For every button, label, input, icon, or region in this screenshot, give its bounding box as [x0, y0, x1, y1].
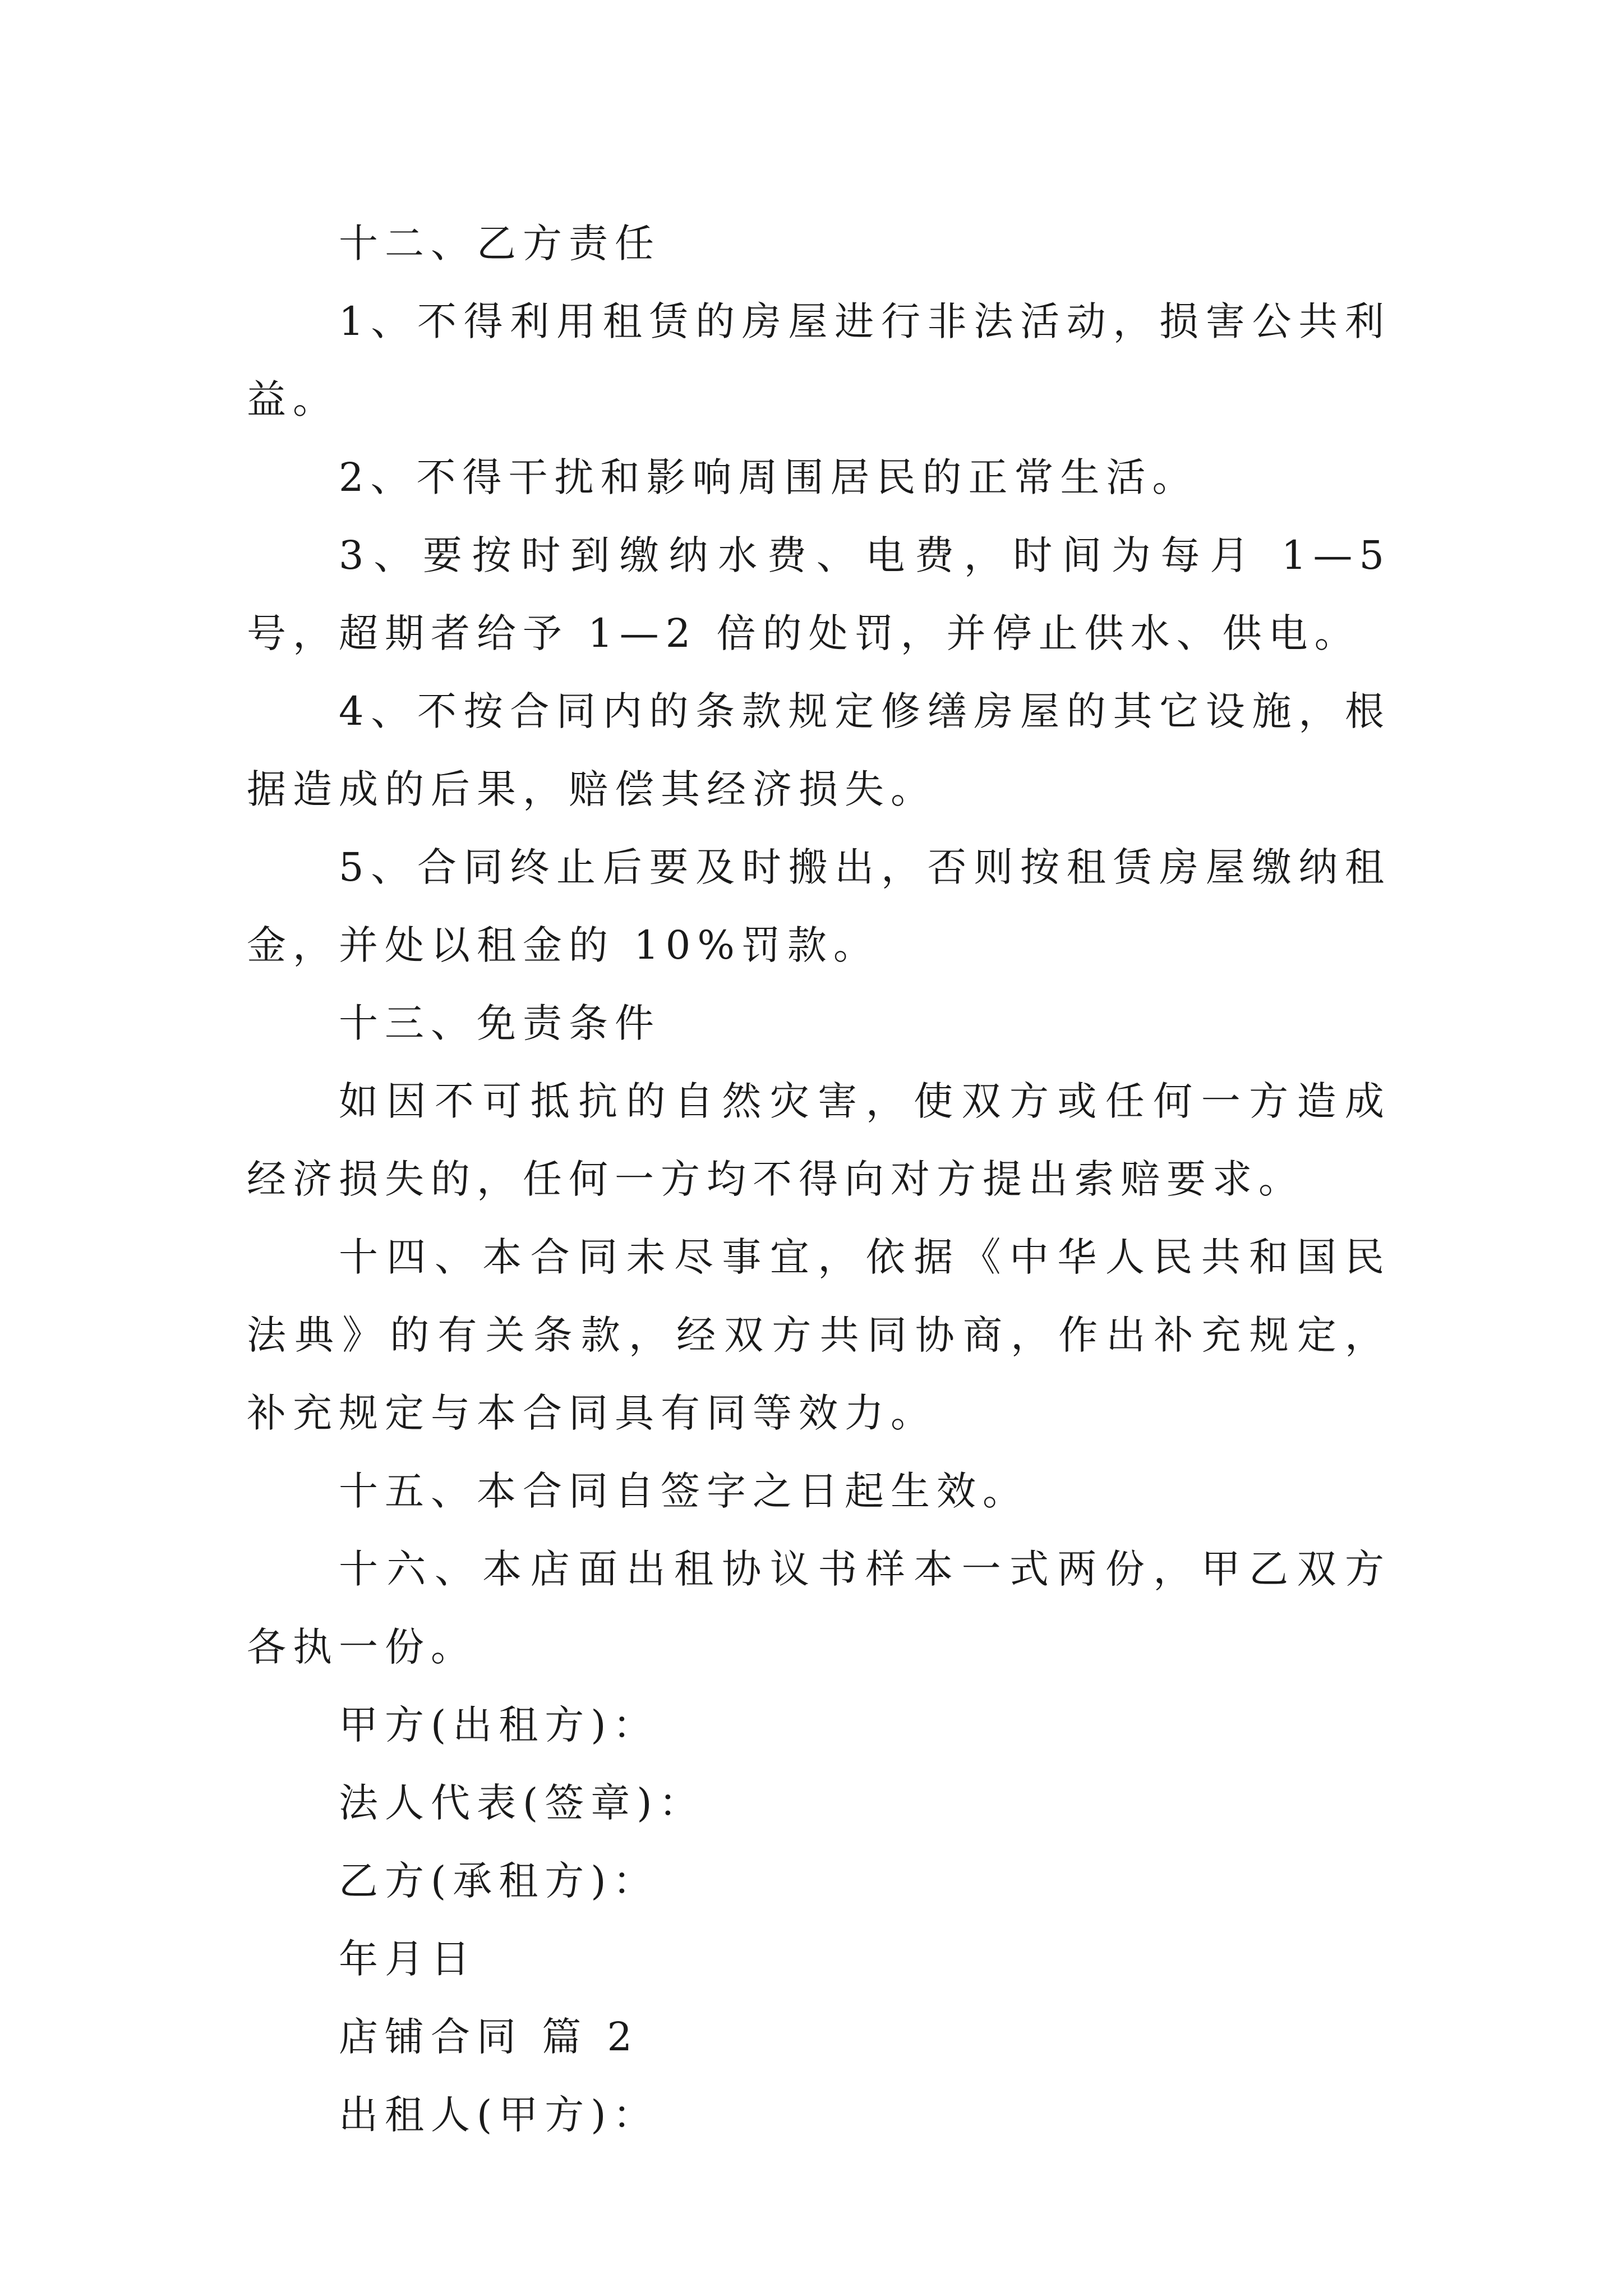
- section-title-contract-2: 店铺合同 篇 2: [339, 2014, 639, 2060]
- date-line: 年月日: [339, 1936, 477, 1982]
- legal-representative-line: 法人代表(签章)：: [339, 1780, 705, 1826]
- clause-12-1: 1、不得利用租赁的房屋进行非法活动，损害公共利益。: [247, 298, 1391, 422]
- clause-fourteen: 十四、本合同未尽事宜，依据《中华人民共和国民法典》的有关条款，经双方共同协商，作出补充规定，补充规定与本合同具有同等效力。: [247, 1234, 1391, 1436]
- clause-fifteen: 十五、本合同自签字之日起生效。: [339, 1468, 1029, 1514]
- clause-12-5: 5、合同终止后要及时搬出，否则按租赁房屋缴纳租金，并处以租金的 10%罚款。: [247, 844, 1391, 968]
- document-body: [247, 205, 1391, 2154]
- lessor-party-a-line: 出租人(甲方)：: [339, 2092, 659, 2138]
- clause-12-2: 2、不得干扰和影响周围居民的正常生活。: [339, 454, 1198, 500]
- clause-sixteen: 十六、本店面出租协议书样本一式两份，甲乙双方各执一份。: [247, 1546, 1391, 1670]
- clause-13-body: 如因不可抵抗的自然灾害，使双方或任何一方造成经济损失的，任何一方均不得向对方提出索赔要求。: [247, 1078, 1391, 1202]
- party-a-lessor-line: 甲方(出租方)：: [339, 1702, 659, 1748]
- clause-12-4: 4、不按合同内的条款规定修缮房屋的其它设施，根据造成的后果，赔偿其经济损失。: [247, 688, 1391, 812]
- heading-twelve: 十二、乙方责任: [339, 220, 661, 266]
- party-b-lessee-line: 乙方(承租方)：: [339, 1858, 659, 1904]
- clause-12-3: 3、要按时到缴纳水费、电费，时间为每月 1—5 号，超期者给予 1—2 倍的处罚，并停止供水、供电。: [247, 532, 1391, 656]
- heading-thirteen: 十三、免责条件: [339, 1000, 661, 1046]
